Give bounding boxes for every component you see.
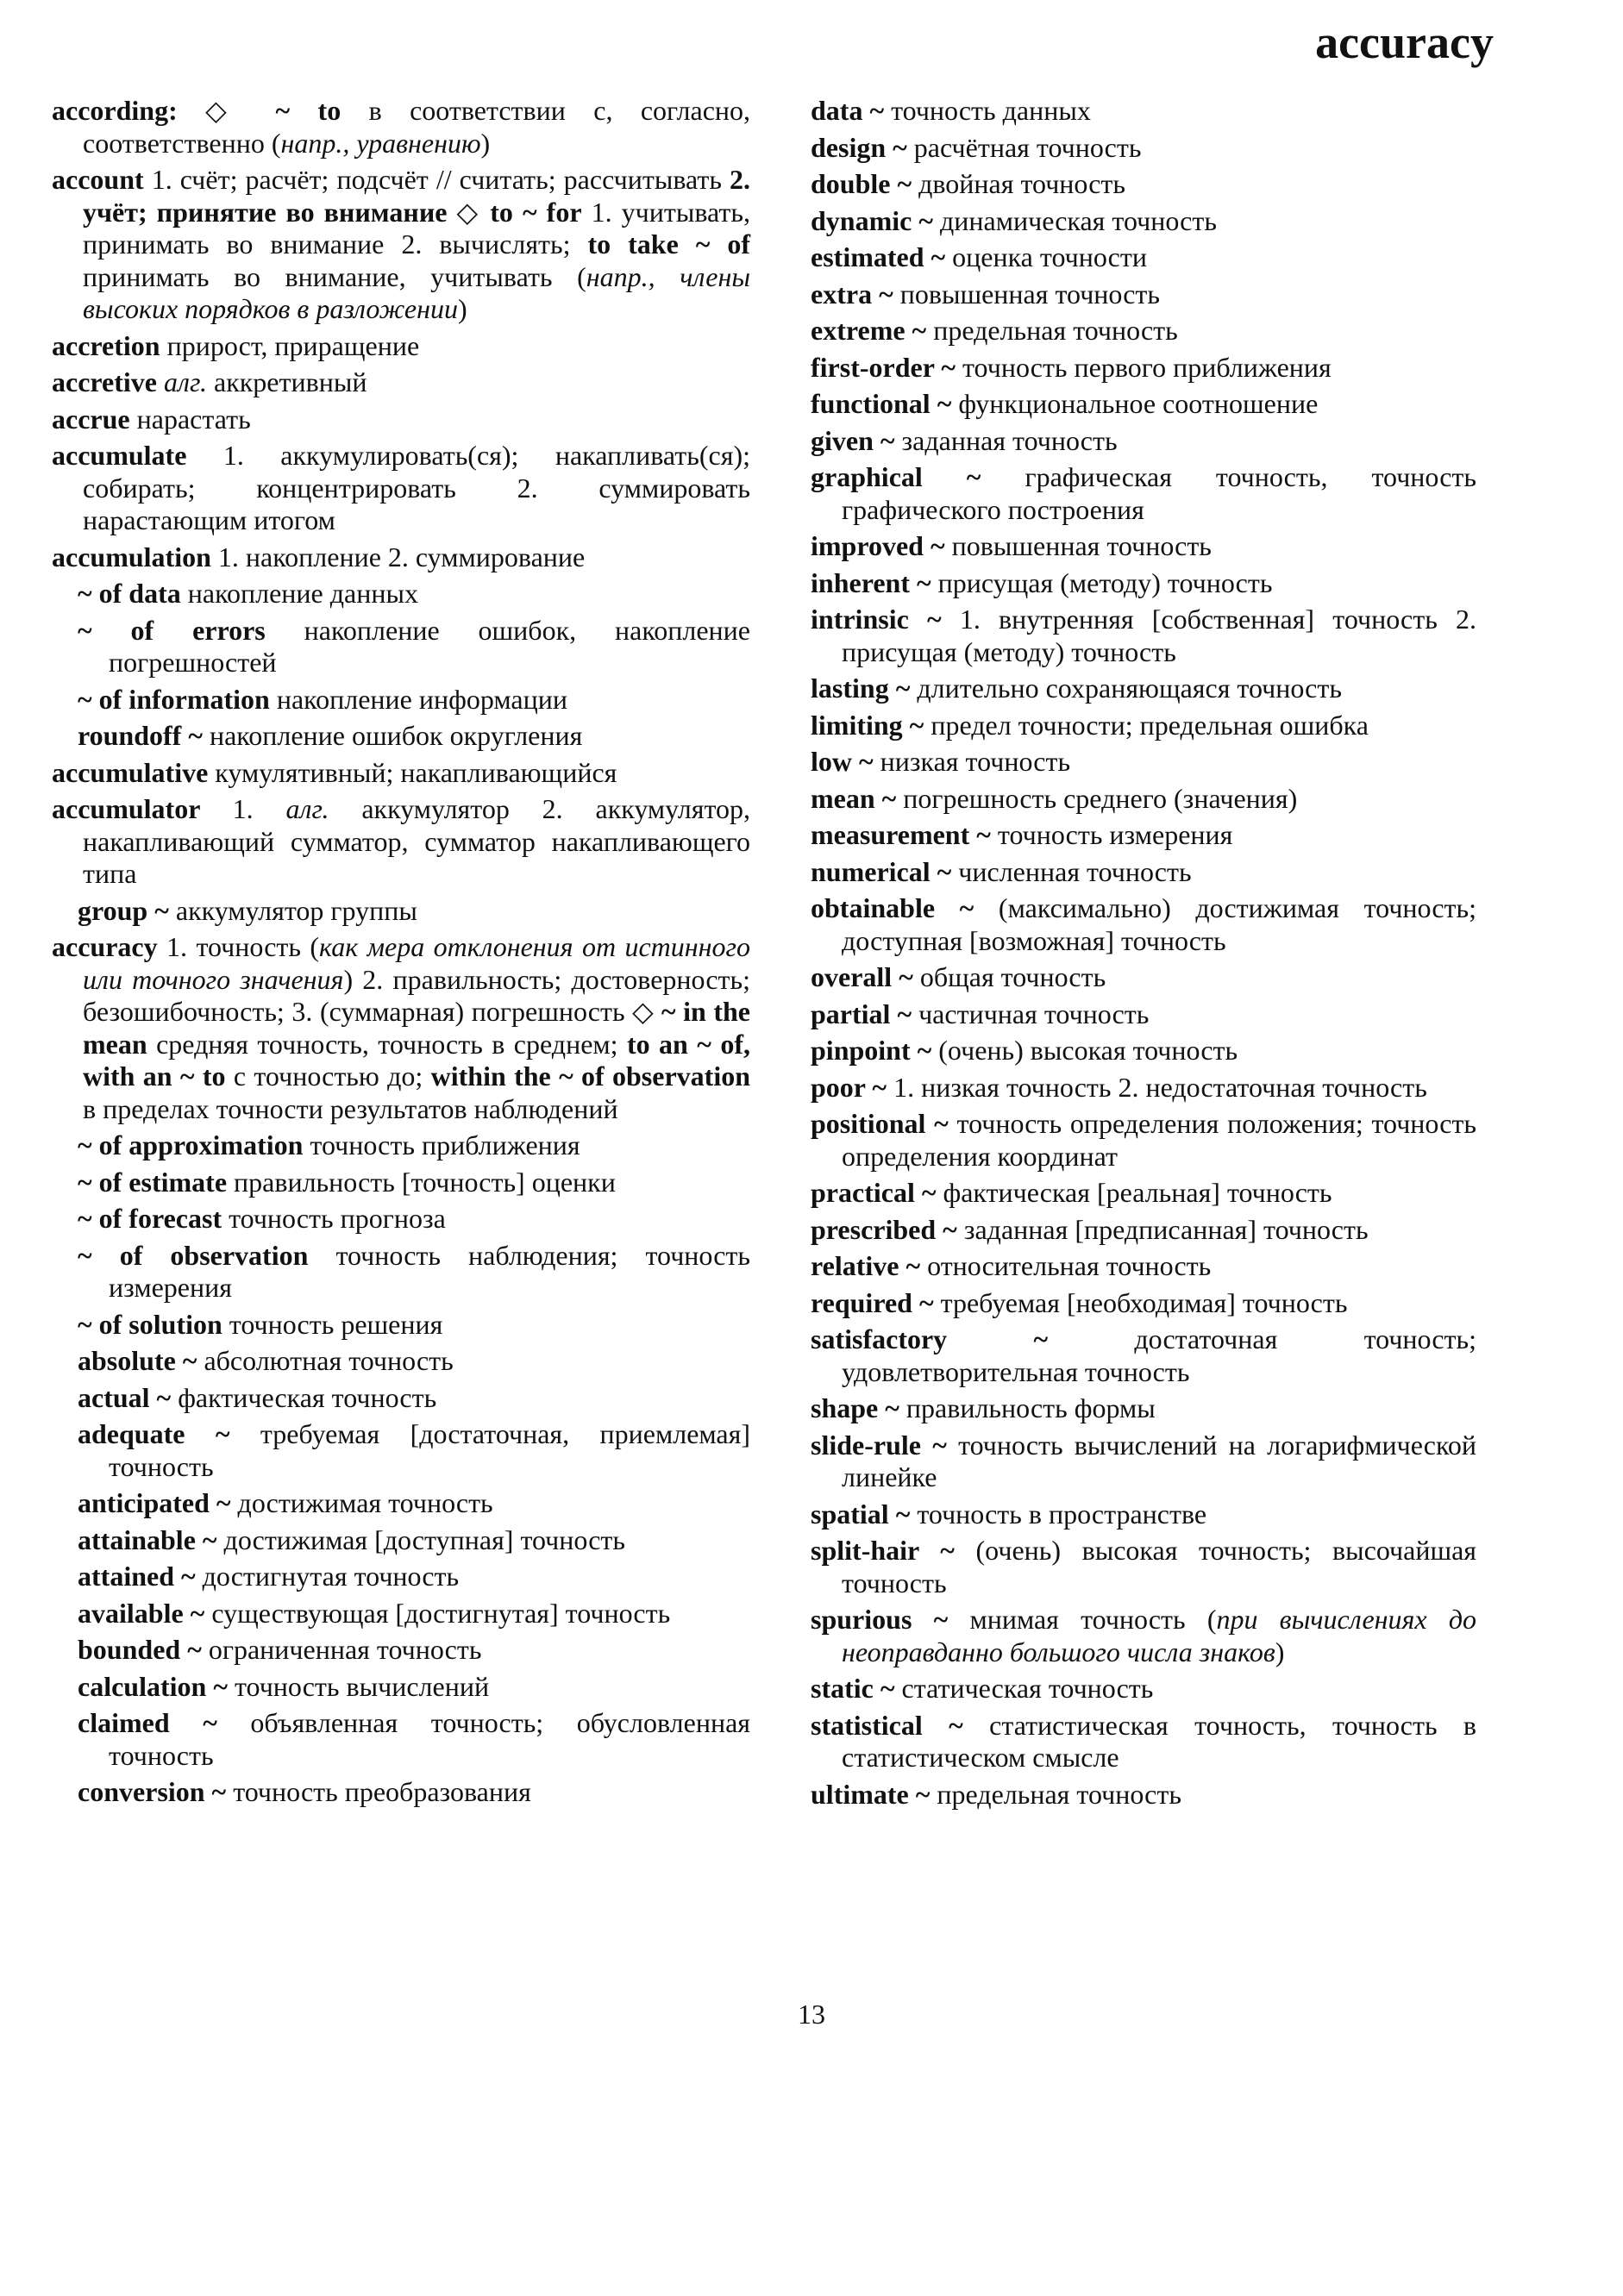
headword: attained ~ [78,1561,203,1592]
definition-text: функциональное соотношение [958,388,1319,419]
right-column [811,95,1476,1815]
headword: accretion [52,329,167,361]
headword: static ~ [811,1673,902,1704]
dictionary-entry [811,168,1476,201]
sub-entry [52,1487,750,1520]
dictionary-entry [811,1535,1476,1599]
headword: split-hair ~ [811,1535,976,1566]
headword: inherent ~ [811,566,938,598]
dictionary-entry [52,440,750,537]
definition-text: точность первого приближения [962,351,1332,383]
italic-note: алг. [163,366,207,397]
headword: positional ~ [811,1108,957,1139]
definition-text: частичная точность [918,998,1150,1029]
headword: partial ~ [811,998,919,1029]
headword: adequate ~ [78,1418,260,1449]
dictionary-entry [811,388,1476,421]
headword: first-order ~ [811,351,962,383]
headword: available ~ [78,1597,212,1629]
definition-text: точность вычислений на логарифмической линейке [842,1429,1477,1492]
definition-text: мнимая точность ( [969,1604,1217,1635]
definition-text: статическая точность [901,1673,1154,1704]
dictionary-entry [811,461,1476,526]
dictionary-entry [811,241,1476,274]
italic-note: алг. [285,793,329,824]
italic-note: напр., члены высоких порядков в разложении [83,260,751,324]
dictionary-entry [811,1072,1476,1104]
dictionary-entry [811,425,1476,458]
headword: ~ of information [78,683,277,715]
definition-text: точность приближения [310,1129,580,1161]
headword: accuracy [52,931,167,962]
sub-entry [52,615,750,679]
definition-text: аккумулятор группы [175,894,417,926]
definition-text: достижимая [доступная] точность [223,1523,625,1555]
definition-text: фактическая точность [178,1381,437,1413]
definition-text: существующая [достигнутая] точность [211,1597,671,1629]
headword: according: [52,95,206,126]
definition-text: точность данных [891,95,1091,126]
dictionary-entry [52,931,750,1125]
bold-phrase: to take ~ of [587,228,751,260]
headword: low ~ [811,746,880,777]
definition-text: фактическая [реальная] точность [943,1177,1332,1208]
headword: design ~ [811,131,914,163]
definition-text: 1. внутренняя [собственная] точность 2. присущая (методу) точность [842,604,1476,667]
dictionary-entry [811,1710,1476,1774]
headword: relative ~ [811,1250,928,1281]
definition-text: абсолютная точность [204,1345,454,1376]
sub-entry [52,1309,750,1342]
dictionary-entry [811,961,1476,994]
dictionary-entry [811,1250,1476,1283]
bold-phrase: within the ~ of observation [430,1060,751,1092]
dictionary-entry [811,998,1476,1031]
bold-phrase: 2. учёт; принятие во внимание ◇ [83,164,750,228]
headword: calculation ~ [78,1670,235,1702]
dictionary-entry [811,892,1476,957]
dictionary-entry [811,1108,1476,1173]
dictionary-entry [811,352,1476,385]
definition-text: ) 2. правильность; достоверность; безошибочность; 3. (суммарная) погрешность ◇ [83,963,751,1027]
dictionary-entry [52,793,750,891]
sub-entry [52,1634,750,1667]
headword: ~ of estimate [78,1166,235,1198]
definition-text: 1. [232,793,286,824]
definition-text: ограниченная точность [208,1634,482,1665]
headword: ~ of solution [78,1308,229,1340]
headword: accumulative [52,756,216,788]
dictionary-entry [52,541,750,574]
headword: claimed ~ [78,1707,251,1738]
dictionary-entry [811,1177,1476,1210]
bold-phrase: ~ to [275,95,342,126]
headword: numerical ~ [811,855,959,887]
definition-text: накопление данных [187,578,418,609]
dictionary-entry [811,1214,1476,1247]
sub-entry [52,1707,750,1772]
definition-text: точность в пространстве [917,1498,1207,1530]
definition-text: достигнутая точность [202,1561,460,1592]
definition-text: ◇ [205,95,276,126]
dictionary-entry [811,205,1476,238]
definition-text: общая точность [919,961,1106,992]
headword: conversion ~ [78,1776,234,1807]
definition-text: нарастать [136,403,251,435]
dictionary-entry [811,530,1476,563]
italic-note: как мера отклонения от истинного или точного значения [83,931,751,995]
definition-text: (очень) высокая точность; высочайшая точность [842,1535,1477,1598]
bold-phrase: to an ~ of, with an ~ to [83,1028,751,1092]
definition-text: динамическая точность [939,204,1217,236]
definition-text: заданная [предписанная] точность [963,1213,1369,1245]
dictionary-entry [811,132,1476,165]
dictionary-entry [811,278,1476,311]
headword: accrue [52,403,137,435]
headword: extra ~ [811,278,900,310]
dictionary-entry [52,330,750,363]
dictionary-entry [811,1392,1476,1425]
headword: estimated ~ [811,241,953,272]
definition-text: накопление ошибок округления [209,720,583,751]
dictionary-entry [811,1035,1476,1067]
headword: accumulate [52,440,223,471]
headword: accumulation [52,541,218,572]
headword: spurious ~ [811,1604,970,1635]
definition-text: двойная точность [918,168,1125,199]
headword: absolute ~ [78,1345,204,1376]
definition-text: объявленная точность; обусловленная точность [109,1707,750,1771]
headword: satisfactory ~ [811,1323,1135,1354]
dictionary-entry [811,604,1476,668]
headword: double ~ [811,168,919,199]
definition-text: аккумулятор 2. аккумулятор, накапливающий сумматор, сумматор накапливающего типа [83,793,751,889]
page-number: 13 [798,1999,825,2030]
headword: intrinsic ~ [811,604,960,635]
sub-entry [52,578,750,610]
dictionary-entry [811,1604,1476,1668]
definition-text: повышенная точность [899,278,1160,310]
headword: poor ~ [811,1071,894,1103]
headword: account [52,164,152,195]
headword: practical ~ [811,1177,943,1208]
headword: statistical ~ [811,1709,990,1741]
headword: attainable ~ [78,1523,224,1555]
dictionary-entry [811,1498,1476,1531]
headword: lasting ~ [811,673,918,704]
definition-text: 1. счёт; расчёт; подсчёт // считать; рассчитывать [151,164,730,195]
definition-text: погрешность среднего (значения) [903,782,1298,814]
headword: ~ of approximation [78,1129,310,1161]
dictionary-entry [811,746,1476,779]
sub-entry [52,1167,750,1199]
sub-entry [52,684,750,716]
definition-text: с точностью до; [225,1060,431,1092]
headword: limiting ~ [811,709,931,741]
definition-text: требуемая [необходимая] точность [940,1286,1348,1318]
bold-phrase: ~ in the mean [83,996,751,1060]
dictionary-entry [811,315,1476,347]
sub-entry [52,1382,750,1415]
definition-text: правильность формы [905,1392,1156,1423]
left-column [52,95,750,1813]
headword: roundoff ~ [78,720,210,751]
headword: bounded ~ [78,1634,209,1665]
definition-text: точность решения [229,1308,443,1340]
definition-text: повышенная точность [951,530,1212,561]
headword: ~ of forecast [78,1203,229,1234]
dictionary-entry [52,164,750,326]
definition-text: заданная точность [901,424,1118,456]
definition-text: точность измерения [997,819,1233,850]
sub-entry [52,720,750,753]
definition-text: точность преобразования [233,1776,531,1807]
dictionary-entry [811,1779,1476,1811]
definition-text: (очень) высокая точность [938,1035,1238,1066]
dictionary-entry [52,95,750,160]
definition-text: требуемая [достаточная, приемлемая] точность [109,1418,751,1482]
dictionary-entry [811,1323,1476,1388]
definition-text: 1. учитывать, принимать во внимание 2. вычислять; [83,196,751,260]
dictionary-entry [811,856,1476,889]
definition-text: расчётная точность [913,131,1142,163]
headword: given ~ [811,424,902,456]
definition-text: в пределах точности результатов наблюдений [83,1092,618,1124]
sub-entry [52,1598,750,1630]
definition-text: 1. низкая точность 2. недостаточная точность [893,1071,1427,1103]
sub-entry [52,1345,750,1378]
headword: ~ of errors [78,614,304,646]
bold-phrase: to ~ for [490,196,582,228]
dictionary-entry [52,366,750,399]
dictionary-entry [52,757,750,790]
definition-text: предельная точность [937,1778,1181,1810]
headword: overall ~ [811,961,920,992]
definition-text: достижимая точность [237,1487,493,1518]
definition-text: относительная точность [927,1250,1212,1281]
dictionary-entry [811,710,1476,742]
headword: accumulator [52,793,233,824]
headword: functional ~ [811,388,959,419]
headword: required ~ [811,1286,941,1318]
sub-entry [52,1671,750,1704]
definition-text: точность наблюдения; точность измерения [109,1239,750,1303]
definition-text: (максимально) достижимая точность; доступная [возможная] точность [842,892,1476,956]
sub-entry [52,1418,750,1483]
definition-text: накопление информации [276,683,567,715]
headword: ultimate ~ [811,1778,937,1810]
definition-text: графическая точность, точность графического построения [842,461,1477,525]
sub-entry [52,895,750,928]
headword: data ~ [811,95,892,126]
definition-text: предел точности; предельная ошибка [931,709,1369,741]
definition-text: накопление ошибок, накопление погрешностей [109,614,751,678]
headword: anticipated ~ [78,1487,238,1518]
definition-text: достаточная точность; удовлетворительная точность [842,1323,1477,1387]
definition-text: средняя точность, точность в среднем; [147,1028,627,1060]
italic-note: напр., уравнению [280,127,481,159]
dictionary-entry [811,673,1476,705]
definition-text: 1. аккумулировать(ся); накапливать(ся); собирать; концентрировать 2. суммировать нарастающим итогом [83,440,750,535]
definition-text: ) [1275,1636,1285,1667]
headword: ~ of observation [78,1239,336,1271]
dictionary-entry [811,783,1476,816]
definition-text: ) [457,293,467,324]
dictionary-entry [811,819,1476,852]
headword: group ~ [78,894,176,926]
sub-entry [52,1240,750,1304]
definition-text: ) [480,127,491,159]
dictionary-entry [52,404,750,436]
definition-text: в соответствии с, согласно, соответственно ( [83,95,751,159]
dictionary-entry [811,1673,1476,1705]
definition-text: аккретивный [207,366,367,397]
definition-text: присущая (методу) точность [937,566,1273,598]
definition-text: прирост, приращение [166,329,420,361]
definition-text: оценка точности [952,241,1147,272]
running-head: accuracy [1315,16,1494,68]
sub-entry [52,1561,750,1593]
definition-text: точность определения положения; точность определения координат [842,1108,1477,1172]
definition-text: статистическая точность, точность в статистическом смысле [842,1709,1477,1773]
headword: shape ~ [811,1392,906,1423]
dictionary-entry [811,1287,1476,1320]
definition-text: правильность [точность] оценки [234,1166,616,1198]
definition-text: низкая точность [880,746,1071,777]
sub-entry [52,1203,750,1236]
headword: mean ~ [811,782,904,814]
definition-text: принимать во внимание, учитывать ( [83,260,586,292]
headword: actual ~ [78,1381,179,1413]
headword: slide-rule ~ [811,1429,959,1461]
definition-text: точность вычислений [234,1670,490,1702]
dictionary-entry [811,95,1476,128]
headword: measurement ~ [811,819,998,850]
definition-text: численная точность [958,855,1192,887]
definition-text: длительно сохраняющаяся точность [917,673,1342,704]
headword: ~ of data [78,578,188,609]
dictionary-entry [811,1430,1476,1494]
headword: extreme ~ [811,315,934,346]
headword: pinpoint ~ [811,1035,939,1066]
sub-entry [52,1776,750,1809]
sub-entry [52,1524,750,1557]
headword: improved ~ [811,530,952,561]
headword: dynamic ~ [811,204,940,236]
italic-note: при вычислениях до неоправданно большого числа знаков [842,1604,1477,1667]
headword: accretive [52,366,164,397]
headword: obtainable ~ [811,892,999,923]
definition-text: кумулятивный; накапливающийся [215,756,617,788]
headword: spatial ~ [811,1498,918,1530]
headword: prescribed ~ [811,1213,964,1245]
headword: graphical ~ [811,461,1025,492]
definition-text: 1. накопление 2. суммирование [217,541,586,572]
definition-text: точность прогноза [229,1203,446,1234]
sub-entry [52,1129,750,1162]
definition-text: 1. точность ( [166,931,320,962]
definition-text: предельная точность [933,315,1178,346]
dictionary-entry [811,567,1476,600]
